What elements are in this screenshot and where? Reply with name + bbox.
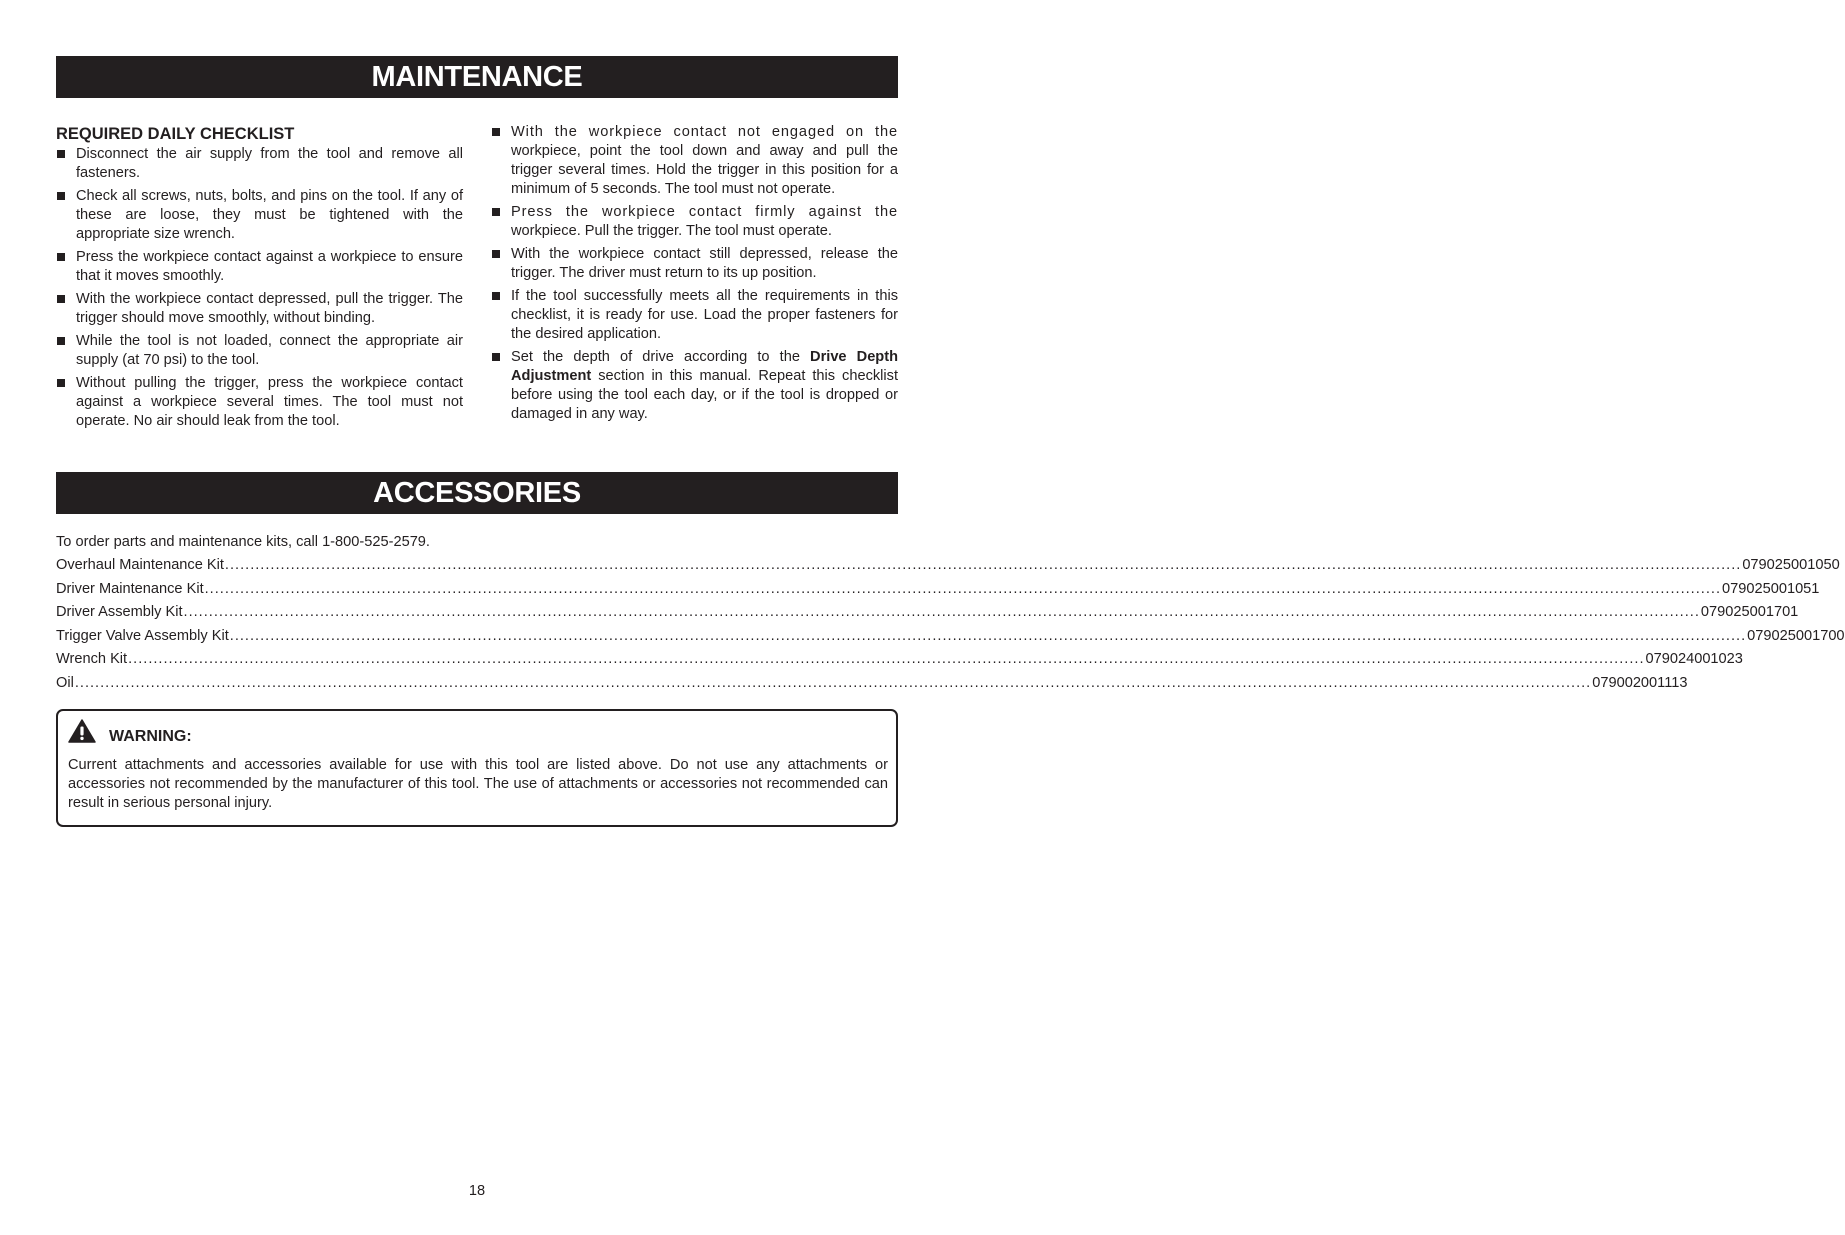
accessory-part-number: 079024001023 — [1645, 651, 1743, 667]
accessory-name: Driver Assembly Kit — [56, 604, 183, 620]
warning-triangle-icon — [68, 719, 96, 743]
warning-text: Current attachments and accessories available for use with this tool are listed above. Do not use any attachments or accessories not recommended by the manufacturer of this tool. The use of attachments or accessories not recommended can result in serious personal injury. — [68, 757, 888, 811]
bullet-square-icon — [492, 208, 500, 216]
checklist-item: Disconnect the air supply from the tool and remove all fasteners. — [56, 145, 463, 183]
checklist-item: While the tool is not loaded, connect the appropriate air supply (at 70 psi) to the tool. — [56, 332, 463, 370]
checklist-item: With the workpiece contact depressed, pull the trigger. The trigger should move smoothly, without binding. — [56, 290, 463, 328]
checklist-left — [56, 145, 463, 431]
bullet-square-icon — [492, 353, 500, 361]
bullet-square-icon — [57, 192, 65, 200]
accessories-heading: ACCESSORIES — [56, 472, 898, 514]
accessory-name: Trigger Valve Assembly Kit — [56, 627, 229, 644]
bullet-square-icon — [492, 250, 500, 258]
bullet-square-icon — [492, 292, 500, 300]
checklist-right-column — [491, 123, 898, 428]
checklist-left-column — [56, 124, 463, 435]
bullet-square-icon — [57, 253, 65, 261]
dot-leader: ............................................................................................................................................................................................................................................................................................................ — [229, 627, 1747, 644]
dot-leader: ............................................................................................................................................................................................................................................................................................................ — [128, 651, 1645, 667]
accessory-row — [56, 556, 1840, 580]
page-number: 18 — [468, 1183, 486, 1199]
maintenance-heading: MAINTENANCE — [56, 56, 898, 98]
checklist-item: If the tool successfully meets all the requirements in this checklist, it is ready for use. Load the proper fasteners for the desired application. — [491, 287, 898, 344]
warning-box — [56, 709, 898, 827]
bullet-square-icon — [492, 128, 500, 136]
bullet-square-icon — [57, 150, 65, 158]
checklist-item: Press the workpiece contact firmly against the workpiece. Pull the trigger. The tool must operate. — [491, 203, 898, 241]
bullet-square-icon — [57, 379, 65, 387]
accessory-row — [56, 603, 1799, 627]
accessory-row — [56, 580, 1820, 604]
dot-leader: ............................................................................................................................................................................................................................................................................................................ — [74, 674, 1592, 691]
accessory-part-number: 079025001051 — [1722, 580, 1820, 597]
dot-leader: ............................................................................................................................................................................................................................................................................................................ — [224, 557, 1742, 573]
checklist-right — [491, 123, 898, 424]
dot-leader: ............................................................................................................................................................................................................................................................................................................ — [183, 604, 1700, 620]
accessory-name: Wrench Kit — [56, 651, 128, 667]
warning-title: WARNING: — [109, 728, 192, 745]
bullet-square-icon — [57, 337, 65, 345]
accessory-row — [56, 650, 1743, 674]
bullet-square-icon — [57, 295, 65, 303]
accessories-intro: To order parts and maintenance kits, call 1-800-525-2579. — [56, 534, 430, 550]
checklist-item: With the workpiece contact still depressed, release the trigger. The driver must return to its up position. — [491, 245, 898, 283]
drive-depth-reference: Drive Depth Adjustment — [511, 349, 898, 384]
accessory-part-number: 079025001700 — [1747, 627, 1845, 644]
accessory-name: Overhaul Maintenance Kit — [56, 557, 224, 573]
accessory-row — [56, 627, 1845, 651]
checklist-item: Set the depth of drive according to the Drive Depth Adjustment section in this manual. Repeat this checklist before using the tool each day, or if the tool is dropped or damaged in any way. — [491, 348, 898, 424]
accessory-row — [56, 674, 1688, 698]
checklist-item: Without pulling the trigger, press the workpiece contact against a workpiece several times. The tool must not operate. No air should leak from the tool. — [56, 374, 463, 431]
checklist-item: Check all screws, nuts, bolts, and pins on the tool. If any of these are loose, they must be tightened with the appropriate size wrench. — [56, 187, 463, 244]
accessory-name: Oil — [56, 674, 74, 691]
dot-leader: ............................................................................................................................................................................................................................................................................................................ — [204, 580, 1722, 597]
checklist-item: With the workpiece contact not engaged on the workpiece, point the tool down and away and pull the trigger several times. Hold the trigger in this position for a minimum of 5 seconds. The tool must not operate. — [491, 123, 898, 199]
accessory-part-number: 079025001701 — [1700, 604, 1799, 620]
accessory-part-number: 079025001050 — [1742, 557, 1840, 573]
accessories-list — [56, 556, 1845, 697]
checklist-item: Press the workpiece contact against a workpiece to ensure that it moves smoothly. — [56, 248, 463, 286]
checklist-subheading: REQUIRED DAILY CHECKLIST — [56, 125, 295, 143]
accessory-part-number: 079002001113 — [1592, 674, 1688, 691]
accessory-name: Driver Maintenance Kit — [56, 580, 204, 597]
